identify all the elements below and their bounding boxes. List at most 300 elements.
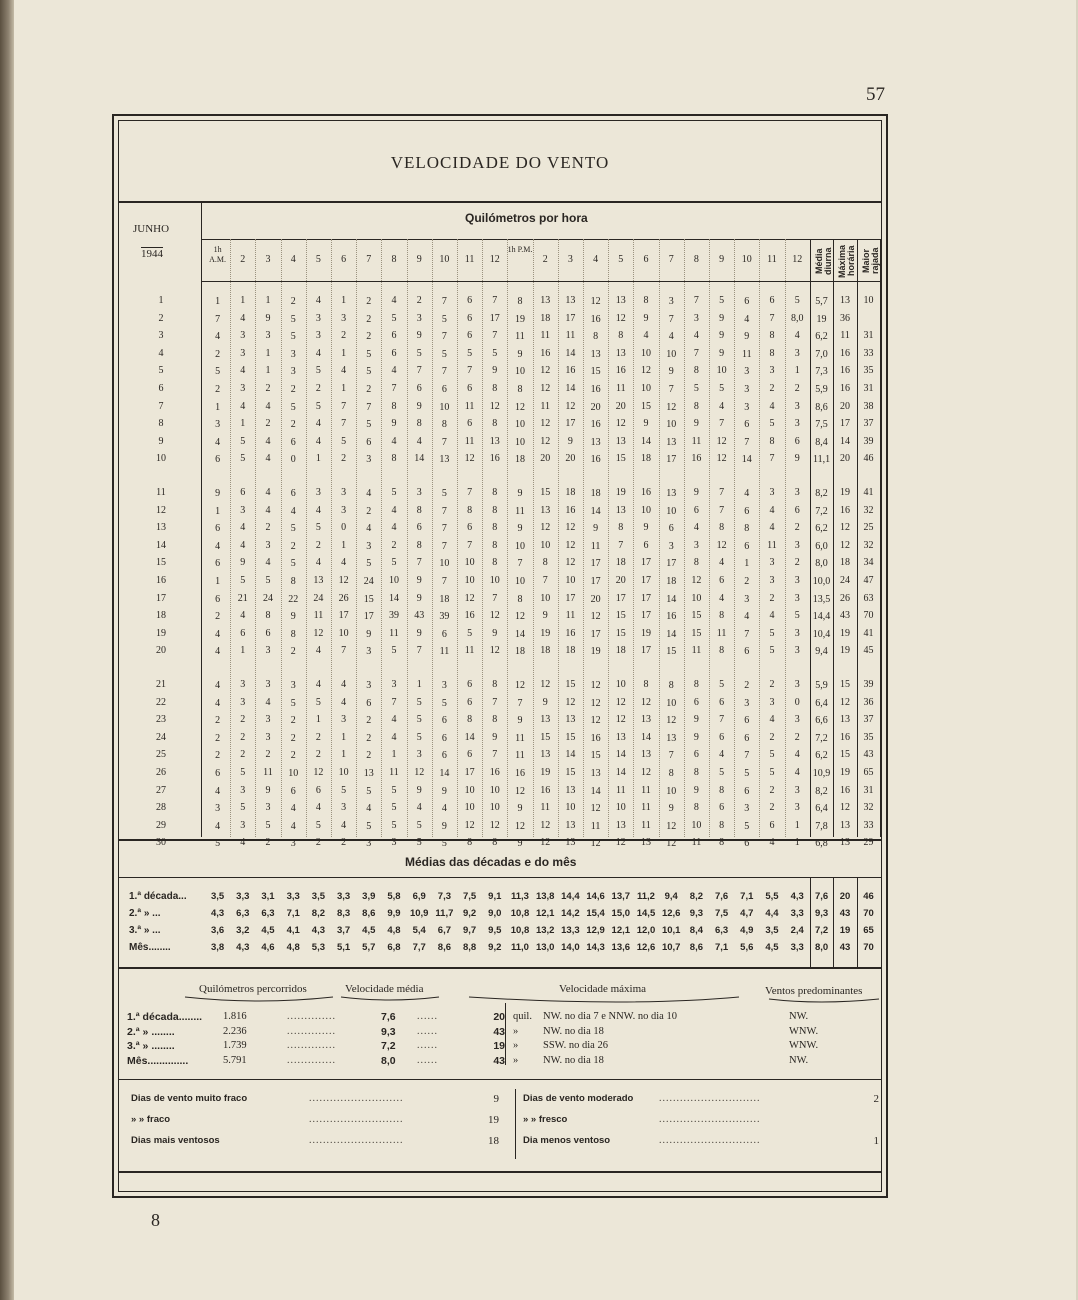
table-cell: 3 — [794, 418, 800, 430]
table-cell: 47 — [863, 575, 874, 586]
table-cell: 16 — [540, 347, 551, 359]
table-cell: 17 — [640, 610, 651, 622]
average-cell: 4,7 — [740, 908, 754, 919]
table-cell: 16 — [514, 768, 525, 779]
table-cell: 25 — [863, 522, 874, 534]
vpred-header: Ventos predominantes — [765, 985, 863, 997]
table-cell: 7 — [542, 575, 548, 586]
table-cell: 4 — [265, 504, 271, 516]
average-cell: 3,8 — [210, 942, 225, 953]
table-cell: 1 — [215, 296, 221, 307]
table-cell: 6 — [215, 768, 221, 779]
table-cell: 5 — [366, 558, 372, 570]
table-cell: 4 — [719, 400, 725, 412]
column-divider — [833, 239, 834, 837]
average-cell: 12,6 — [661, 908, 681, 919]
average-cell: 3,2 — [236, 925, 250, 936]
hour-header: 11 — [767, 254, 777, 265]
table-cell: 4 — [315, 679, 321, 690]
table-cell: 7 — [341, 418, 347, 430]
table-cell: 11 — [515, 331, 525, 343]
table-cell: 18 — [565, 487, 576, 498]
day-number: 25 — [156, 749, 166, 761]
table-cell: 12 — [464, 453, 475, 465]
table-cell: 4 — [794, 330, 800, 342]
table-cell: 7 — [769, 453, 775, 465]
table-cell: 4 — [341, 819, 347, 831]
table-cell: 14 — [565, 347, 576, 359]
table-cell: 2 — [769, 679, 775, 690]
hour-header: 2 — [542, 254, 548, 265]
table-cell: 4 — [416, 435, 422, 447]
table-cell: 6 — [744, 838, 750, 850]
table-cell: 17 — [615, 592, 626, 604]
table-cell: 11 — [540, 802, 550, 814]
table-cell: 4 — [769, 504, 775, 516]
table-cell: 4 — [215, 680, 221, 691]
table-cell: 5 — [315, 522, 321, 534]
table-cell: 5 — [315, 400, 321, 412]
table-cell: 20 — [590, 593, 601, 605]
table-cell: 16 — [590, 313, 601, 325]
table-cell: 20 — [840, 453, 851, 465]
table-cell: 10 — [489, 575, 500, 586]
table-cell: 12 — [514, 820, 525, 832]
table-cell: 31 — [863, 330, 874, 342]
table-cell: 8 — [668, 768, 674, 779]
hour-header: 11 — [464, 254, 475, 265]
average-cell: 9,0 — [488, 908, 502, 919]
day-number: 20 — [156, 645, 166, 657]
table-cell: 4 — [744, 611, 750, 623]
table-cell: 17 — [640, 575, 651, 586]
table-cell: 12 — [840, 802, 851, 814]
table-cell: 7 — [668, 384, 674, 395]
table-cell: 13 — [313, 575, 324, 586]
table-cell: 12 — [716, 539, 727, 551]
table-cell: 12 — [540, 435, 551, 447]
table-cell: 5 — [769, 645, 775, 657]
day-number: 13 — [156, 522, 166, 534]
table-cell: 8 — [769, 347, 775, 359]
table-cell: 19 — [840, 767, 851, 778]
table-cell: 9 — [416, 592, 422, 604]
periods-divider — [119, 967, 881, 969]
counts-vline — [515, 1089, 516, 1159]
table-cell: 11 — [565, 330, 576, 342]
table-cell: 9 — [668, 366, 674, 378]
table-cell: 2 — [794, 522, 800, 534]
table-cell: 35 — [863, 365, 874, 377]
table-cell: 4 — [315, 645, 321, 657]
table-cell: 10 — [565, 802, 576, 814]
table-cell: 9 — [366, 628, 372, 640]
average-cell: 13,0 — [535, 942, 555, 953]
table-cell: 2 — [240, 749, 246, 761]
table-cell: 9 — [693, 418, 699, 430]
table-cell: 5 — [391, 645, 397, 657]
day-number: 16 — [156, 575, 166, 586]
table-cell: 7 — [744, 750, 750, 762]
table-cell: 9 — [441, 785, 447, 797]
table-cell: 18 — [640, 453, 651, 465]
table-cell: 11 — [464, 645, 475, 657]
average-cell: 4,8 — [387, 925, 401, 936]
table-cell: 2 — [215, 611, 221, 623]
average-cell: 8,2 — [311, 908, 325, 919]
table-cell: 2 — [315, 539, 321, 551]
table-cell: 10 — [666, 419, 677, 431]
period-label: 2.ª » ........ — [127, 1025, 175, 1038]
table-cell: 32 — [863, 539, 874, 551]
table-cell: 1 — [341, 347, 347, 359]
table-cell: 7 — [492, 592, 498, 604]
table-cell: 7 — [391, 696, 397, 708]
table-cell: 13 — [840, 714, 851, 726]
table-cell: 18 — [565, 645, 576, 657]
table-cell: 20 — [840, 400, 851, 412]
dot-leader: ............................. — [659, 1114, 761, 1125]
average-cell: 13,3 — [561, 925, 580, 936]
table-cell: 5 — [391, 557, 397, 569]
table-cell: 4 — [391, 714, 397, 726]
average-cell: 4,3 — [311, 925, 325, 936]
table-cell: 4 — [290, 505, 296, 517]
table-cell: 3 — [794, 627, 800, 639]
table-cell: 8 — [492, 557, 498, 569]
average-cell: 4,5 — [362, 925, 376, 936]
table-cell: 19 — [615, 487, 626, 498]
table-cell: 12 — [590, 611, 601, 623]
vpred-swash — [769, 999, 879, 1002]
table-cell: 1 — [416, 679, 422, 690]
table-cell: 20 — [615, 575, 626, 586]
table-cell: 3 — [769, 365, 775, 377]
page-title: VELOCIDADE DO VENTO — [390, 153, 610, 172]
average-cell: 3,7 — [336, 925, 351, 936]
table-cell: 17 — [565, 592, 576, 604]
table-cell: 4 — [240, 837, 246, 849]
period-vmax-text: SSW. no dia 26 — [543, 1040, 608, 1051]
table-cell: 3 — [265, 645, 271, 657]
table-cell: 9,4 — [815, 646, 828, 658]
table-cell: 17 — [640, 557, 651, 569]
table-cell: 8 — [542, 557, 548, 569]
table-cell: 2 — [315, 731, 321, 743]
day-number: 11 — [156, 487, 166, 498]
table-cell: 15 — [640, 400, 651, 412]
table-cell: 5 — [290, 331, 296, 343]
average-cell: 10,8 — [510, 925, 530, 936]
table-cell: 3 — [240, 784, 246, 796]
table-cell: 7 — [492, 330, 498, 342]
table-cell: 3 — [265, 731, 271, 743]
table-cell: 3 — [769, 487, 775, 498]
table-cell: 19 — [540, 627, 551, 639]
table-cell: 12 — [565, 400, 576, 412]
table-cell: 17 — [590, 558, 601, 570]
table-cell: 7 — [744, 628, 750, 640]
table-cell: 13 — [615, 295, 626, 306]
table-cell: 5 — [416, 819, 422, 831]
table-cell: 6 — [719, 696, 725, 708]
table-cell: 1 — [240, 418, 246, 430]
table-cell: 15 — [840, 679, 851, 690]
period-vmean: 7,2 — [381, 1040, 396, 1052]
table-cell: 13 — [666, 436, 677, 448]
table-cell: 2 — [265, 383, 271, 394]
table-cell: 2 — [290, 540, 296, 552]
average-cell: 7,5 — [462, 891, 477, 902]
average-cell: 5,7 — [362, 942, 376, 953]
average-cell: 3,9 — [362, 891, 376, 902]
table-cell: 9 — [517, 715, 523, 727]
table-cell: 8 — [643, 679, 649, 690]
average-cell: 5,8 — [387, 891, 401, 902]
table-cell: 4 — [769, 714, 775, 726]
average-label: 1.ª década... — [129, 891, 187, 902]
table-cell: 17 — [590, 628, 601, 640]
table-cell: 10,9 — [812, 768, 831, 779]
hour-header: 8 — [391, 254, 397, 265]
average-cell: 6,7 — [437, 925, 451, 936]
table-cell: 10 — [439, 558, 450, 570]
table-cell: 13 — [615, 819, 626, 831]
table-cell: 11 — [691, 645, 702, 657]
average-cell: 3,3 — [236, 891, 250, 902]
table-cell: 3 — [794, 679, 800, 690]
table-cell: 4 — [341, 679, 347, 690]
table-cell: 3 — [794, 347, 800, 359]
table-cell: 6 — [467, 330, 473, 342]
table-cell: 4 — [391, 435, 397, 447]
table-cell: 4 — [215, 628, 221, 640]
table-cell: 6 — [265, 627, 271, 639]
table-cell: 2 — [366, 313, 372, 325]
table-cell: 5 — [366, 419, 372, 431]
table-cell: 6 — [794, 504, 800, 516]
average-cell: 3,3 — [790, 908, 804, 919]
table-cell: 7 — [668, 313, 674, 325]
average-cell: 5,6 — [740, 942, 754, 953]
column-divider — [608, 239, 609, 837]
average-cell: 4,3 — [210, 908, 225, 919]
table-cell: 8 — [391, 453, 397, 465]
table-cell: 18 — [540, 645, 551, 657]
table-cell: 3 — [366, 646, 372, 658]
table-cell: 2 — [769, 592, 775, 604]
table-cell: 8 — [290, 576, 296, 587]
table-cell: 16 — [840, 383, 851, 394]
table-cell: 4 — [719, 749, 725, 761]
dot-leader: ........................... — [309, 1114, 404, 1125]
table-cell: 3 — [290, 366, 296, 378]
table-cell: 12 — [514, 401, 525, 413]
table-cell: 3 — [366, 680, 372, 691]
table-cell: 2 — [794, 557, 800, 569]
table-cell: 8 — [719, 819, 725, 831]
table-cell: 6 — [769, 819, 775, 831]
table-cell: 9 — [492, 365, 498, 377]
table-cell: 2 — [290, 750, 296, 762]
average-cell: 6,8 — [387, 942, 401, 953]
day-number: 28 — [156, 802, 166, 814]
table-cell: 1 — [265, 347, 271, 359]
period-km: 2.236 — [223, 1025, 247, 1037]
summary-header: Maior rajada — [860, 247, 880, 275]
table-cell: 18 — [590, 488, 601, 499]
table-cell: 6,2 — [815, 331, 828, 343]
table-cell: 3 — [240, 330, 246, 342]
table-cell: 2 — [366, 750, 372, 762]
table-cell: 15 — [615, 627, 626, 639]
table-cell: 0 — [290, 454, 296, 466]
month-label: JUNHO — [133, 223, 170, 235]
table-cell: 9 — [215, 488, 221, 499]
table-cell: 6 — [693, 696, 699, 708]
table-cell: 3 — [240, 696, 246, 708]
hour-header: 3 — [265, 254, 271, 265]
table-cell: 7 — [719, 418, 725, 430]
table-cell: 5 — [315, 819, 321, 831]
table-cell: 5 — [215, 838, 221, 850]
table-cell: 6 — [366, 697, 372, 709]
average-cell: 4,6 — [261, 942, 275, 953]
table-cell: 5 — [290, 401, 296, 413]
table-cell: 19 — [640, 627, 651, 639]
hour-header: 5 — [618, 254, 624, 265]
table-cell: 3 — [366, 838, 372, 850]
table-cell: 5 — [240, 453, 246, 465]
table-cell: 70 — [863, 610, 874, 622]
day-number: 9 — [158, 435, 164, 447]
table-cell: 16 — [840, 504, 851, 516]
table-cell: 5 — [769, 418, 775, 430]
table-cell: 2 — [290, 419, 296, 431]
table-cell: 8 — [719, 610, 725, 622]
period-vpred: NW. — [789, 1054, 809, 1066]
table-cell: 6,0 — [815, 540, 828, 552]
table-cell: 6 — [441, 732, 447, 744]
title-divider — [119, 201, 881, 203]
table-cell: 5 — [391, 312, 397, 324]
table-cell: 17 — [565, 418, 576, 430]
table-cell: 12 — [666, 820, 677, 832]
table-cell: 8 — [290, 628, 296, 640]
table-cell: 13,5 — [812, 593, 831, 605]
table-cell: 4 — [744, 488, 750, 499]
table-cell: 7 — [416, 557, 422, 569]
table-cell: 2 — [290, 296, 296, 307]
table-cell: 6 — [391, 347, 397, 359]
hour-header: 4 — [593, 254, 599, 265]
average-cell: 3,3 — [336, 891, 351, 902]
dot-leader: ...... — [417, 1054, 438, 1066]
counts-divider — [119, 1079, 881, 1080]
table-cell: 3 — [744, 697, 750, 709]
table-cell: 33 — [863, 819, 874, 831]
table-cell: 13 — [640, 837, 651, 849]
table-cell: 9 — [517, 523, 523, 535]
table-cell: 10 — [540, 592, 551, 604]
table-cell: 11 — [641, 819, 651, 831]
day-number: 14 — [156, 539, 166, 551]
table-cell: 13 — [565, 819, 576, 831]
table-cell: 4 — [265, 400, 271, 412]
table-cell: 11 — [389, 767, 399, 778]
table-cell: 2 — [265, 522, 271, 534]
vmean-swash — [341, 997, 439, 1000]
average-cell: 3,5 — [311, 891, 325, 902]
table-cell: 10 — [565, 575, 576, 586]
table-cell: 4 — [366, 488, 372, 499]
table-cell: 17 — [489, 312, 500, 324]
average-cell: 46 — [863, 891, 874, 902]
table-cell: 41 — [863, 487, 874, 498]
table-cell: 3 — [290, 680, 296, 691]
average-cell: 3,5 — [210, 891, 225, 902]
table-cell: 24 — [313, 592, 324, 604]
table-cell: 13 — [666, 732, 677, 744]
table-cell: 9 — [744, 331, 750, 343]
table-cell: 6 — [391, 330, 397, 342]
table-cell: 5 — [366, 820, 372, 832]
average-cell: 6,3 — [261, 908, 275, 919]
table-cell: 4 — [769, 400, 775, 412]
table-cell: 7 — [719, 487, 725, 498]
table-cell: 3 — [391, 679, 397, 690]
table-cell: 3 — [769, 696, 775, 708]
average-cell: 12,6 — [636, 942, 656, 953]
table-cell: 4 — [315, 435, 321, 447]
table-cell: 13 — [590, 348, 601, 360]
table-cell: 16 — [540, 784, 551, 796]
table-cell: 14 — [565, 383, 576, 394]
table-cell: 4 — [693, 522, 699, 534]
average-cell: 6,3 — [714, 925, 729, 936]
table-cell: 14 — [840, 435, 851, 447]
average-label: 2.ª » ... — [129, 908, 161, 919]
table-cell: 32 — [863, 504, 874, 516]
hour-header: 1h A.M. — [209, 245, 227, 264]
hour-header: 2 — [240, 254, 246, 265]
table-cell: 9 — [492, 731, 498, 743]
table-cell: 7 — [416, 645, 422, 657]
table-cell: 9 — [517, 803, 523, 815]
table-cell: 12 — [565, 539, 576, 551]
table-cell: 15 — [565, 731, 576, 743]
dot-leader: .............. — [287, 1025, 336, 1037]
table-cell: 2 — [744, 576, 750, 587]
table-cell: 2 — [215, 348, 221, 360]
dot-leader: .............. — [287, 1054, 336, 1066]
table-cell: 7 — [492, 696, 498, 708]
table-cell: 2 — [769, 383, 775, 394]
table-cell: 8 — [467, 504, 473, 516]
table-cell: 8 — [467, 714, 473, 726]
table-cell: 5 — [341, 784, 347, 796]
table-cell: 15 — [840, 749, 851, 761]
average-cell: 12,9 — [586, 925, 605, 936]
table-cell: 12 — [590, 803, 601, 815]
day-number: 24 — [156, 731, 166, 743]
table-cell: 29 — [863, 837, 874, 849]
table-cell: 6 — [290, 436, 296, 448]
table-cell: 8 — [668, 680, 674, 691]
table-cell: 5 — [240, 767, 246, 778]
km-swash — [185, 997, 333, 1001]
table-cell: 20 — [565, 453, 576, 465]
